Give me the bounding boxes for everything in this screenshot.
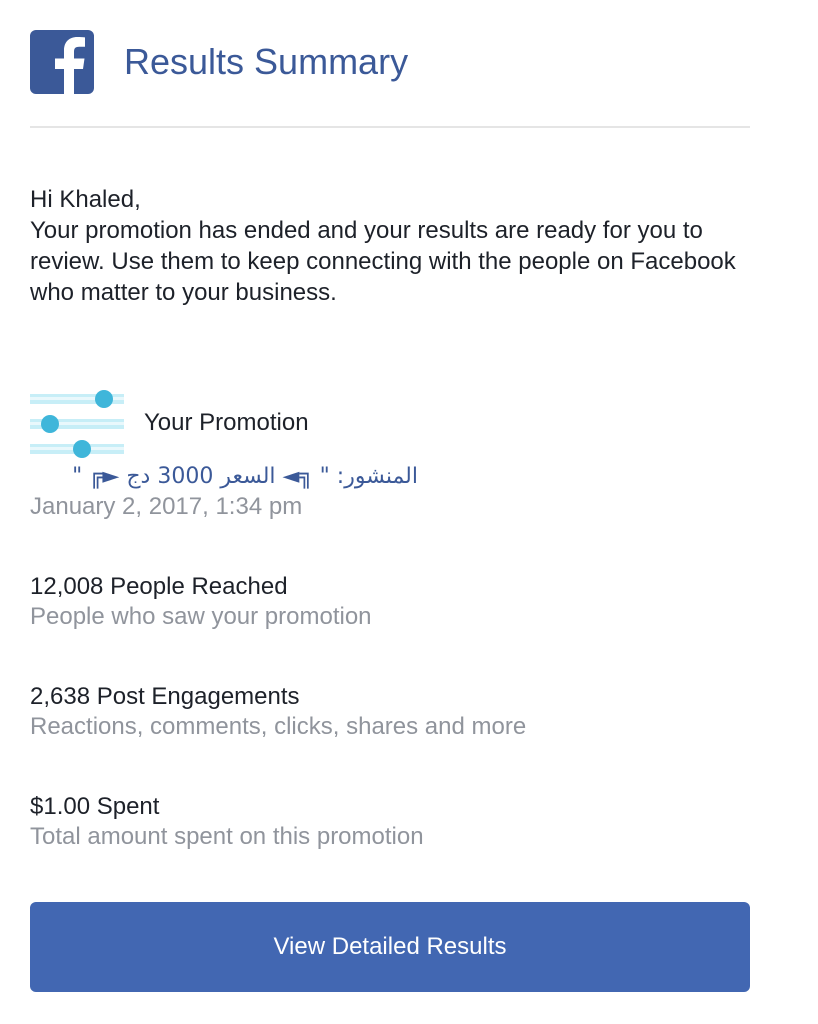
promotion-title: Your Promotion	[144, 409, 309, 436]
view-detailed-results-button[interactable]: View Detailed Results	[30, 902, 750, 992]
stat-amount-spent	[30, 792, 750, 852]
stat-title: 2,638 Post Engagements	[30, 683, 300, 710]
promotion-post-link[interactable]: المنشور: " ╗◄ السعر 3000 دج ►╔ "	[72, 464, 418, 489]
intro-message: Your promotion has ended and your results are ready for you to review. Use them to keep connecting with the people on Facebook who matter to your business.	[30, 217, 736, 306]
greeting: Hi Khaled,	[30, 186, 141, 213]
stat-title: $1.00 Spent	[30, 793, 160, 820]
intro-text	[30, 184, 760, 308]
stat-title: 12,008 People Reached	[30, 573, 288, 600]
stat-subtitle: People who saw your promotion	[30, 603, 372, 630]
stat-people-reached	[30, 572, 750, 632]
sliders-icon	[30, 388, 124, 460]
promotion-date: January 2, 2017, 1:34 pm	[30, 493, 303, 520]
stat-subtitle: Reactions, comments, clicks, shares and more	[30, 713, 527, 740]
header-divider	[30, 126, 750, 128]
stat-subtitle: Total amount spent on this promotion	[30, 823, 424, 850]
page-title: Results Summary	[124, 41, 409, 82]
email-header	[30, 30, 750, 94]
stat-post-engagements	[30, 682, 750, 742]
facebook-logo-icon[interactable]	[30, 30, 94, 94]
